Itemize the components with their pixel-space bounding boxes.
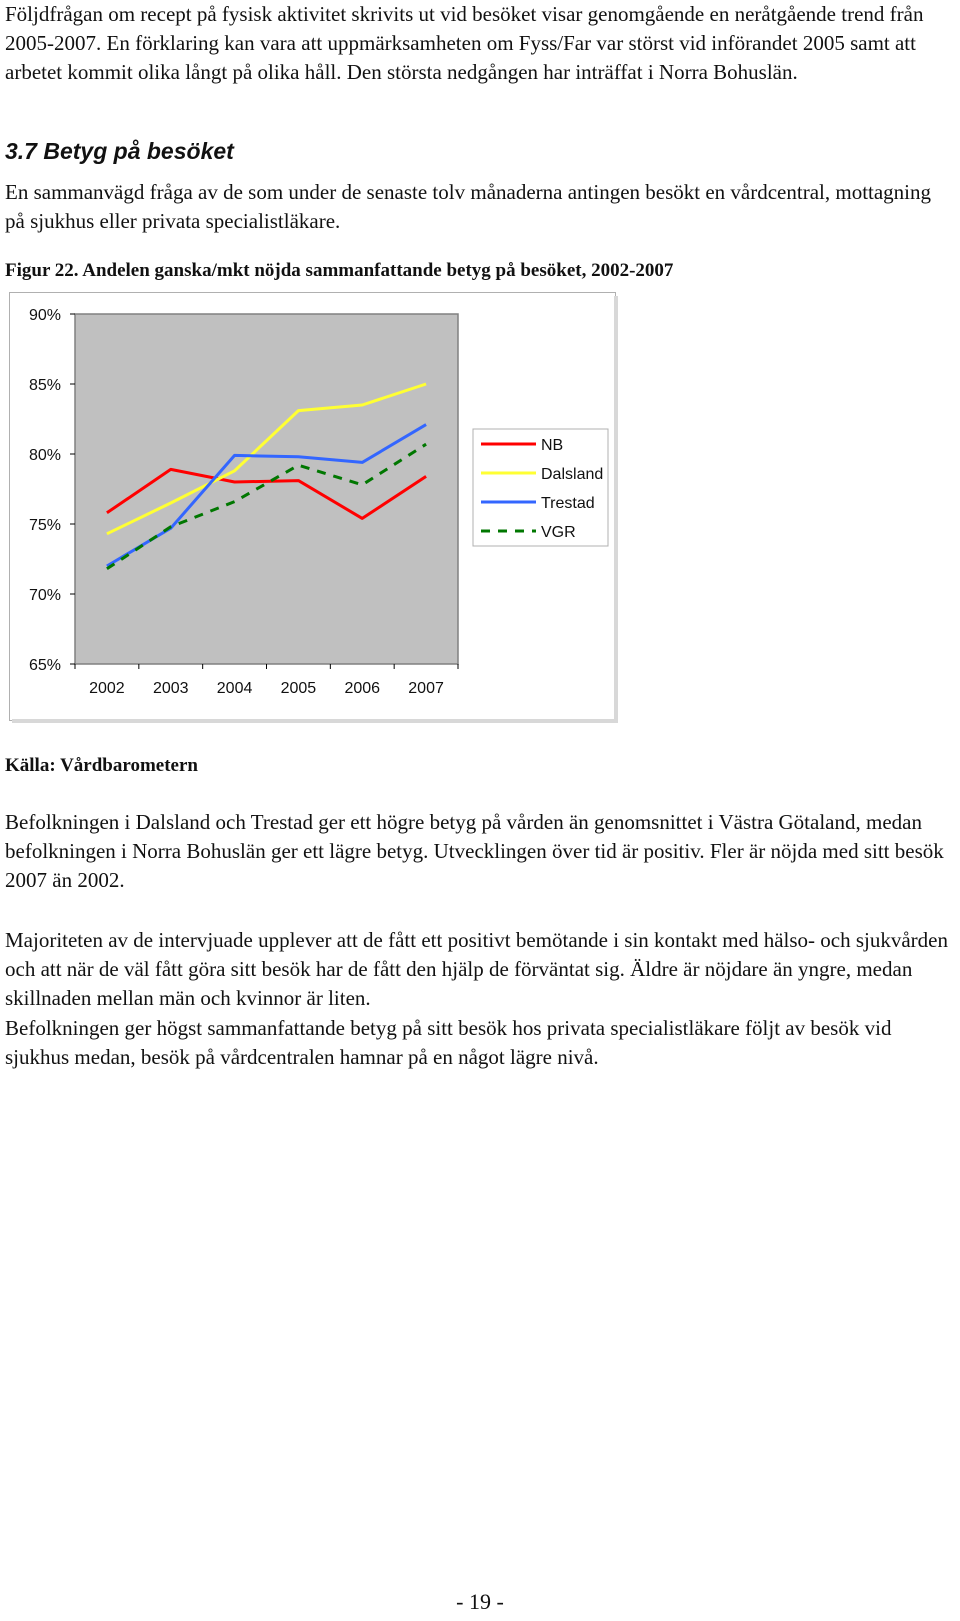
- y-tick-label: 85%: [28, 377, 61, 394]
- analysis-paragraph-3: Befolkningen ger högst sammanfattande betyg på sitt besök hos privata specialistläkare följt av besök vid sjukhus medan, besök på vårdcentralen hamnar på en något lägre nivå.: [5, 1016, 892, 1069]
- x-tick-label: 2006: [344, 680, 381, 697]
- legend-label-trestad: Trestad: [541, 495, 595, 512]
- figure-caption: Figur 22. Andelen ganska/mkt nöjda sammanfattande betyg på besöket, 2002-2007: [5, 260, 674, 281]
- y-tick-label: 90%: [28, 307, 61, 324]
- chart-frame-shadow: [12, 719, 618, 723]
- source-label: Källa: Vårdbarometern: [5, 755, 198, 776]
- y-tick-label: 80%: [28, 447, 61, 464]
- legend-label-dalsland: Dalsland: [541, 466, 604, 483]
- chart-svg: [9, 292, 619, 724]
- section-heading: 3.7 Betyg på besöket: [5, 138, 234, 164]
- line-chart: [9, 292, 619, 724]
- y-tick-label: 65%: [28, 657, 61, 674]
- analysis-paragraph-1: Befolkningen i Dalsland och Trestad ger ett högre betyg på vården än genomsnittet i Västra Götaland, medan befolkningen i Norra Bohuslän ger ett lägre betyg. Utvecklingen över tid är positiv. Fler är nöjda med sitt besök 2007 än 2002.: [5, 810, 944, 892]
- analysis-paragraph-2: Majoriteten av de intervjuade upplever att de fått ett positivt bemötande i sin kontakt med hälso- och sjukvården och att när de väl fått göra sitt besök har de fått den hjälp de förväntat sig. Äldre är nöjdare än yngre, medan skillnaden mellan män och kvinnor är liten.: [5, 928, 948, 1010]
- chart-frame-shadow-right: [614, 296, 618, 722]
- page-number: - 19 -: [456, 1589, 504, 1614]
- y-tick-label: 75%: [28, 517, 61, 534]
- legend-label-nb: NB: [541, 437, 564, 454]
- x-tick-label: 2005: [280, 680, 317, 697]
- x-tick-label: 2007: [408, 680, 444, 697]
- intro-paragraph: Följdfrågan om recept på fysisk aktivitet skrivits ut vid besöket visar genomgående en neråtgående trend från 2005-2007. En förklaring kan vara att uppmärksamheten om Fyss/Far var störst vid införandet 2005 samt att arbetet kommit olika långt på olika håll. Den största nedgången har inträffat i Norra Bohuslän.: [5, 2, 924, 84]
- y-tick-label: 70%: [28, 587, 61, 604]
- x-tick-label: 2002: [89, 680, 125, 697]
- x-tick-label: 2004: [216, 680, 253, 697]
- section-intro-paragraph: En sammanvägd fråga av de som under de senaste tolv månaderna antingen besökt en vårdcentral, mottagning på sjukhus eller privata specialistläkare.: [5, 180, 932, 233]
- plot-area: [75, 314, 458, 664]
- x-tick-label: 2003: [152, 680, 189, 697]
- legend-label-vgr: VGR: [541, 524, 576, 541]
